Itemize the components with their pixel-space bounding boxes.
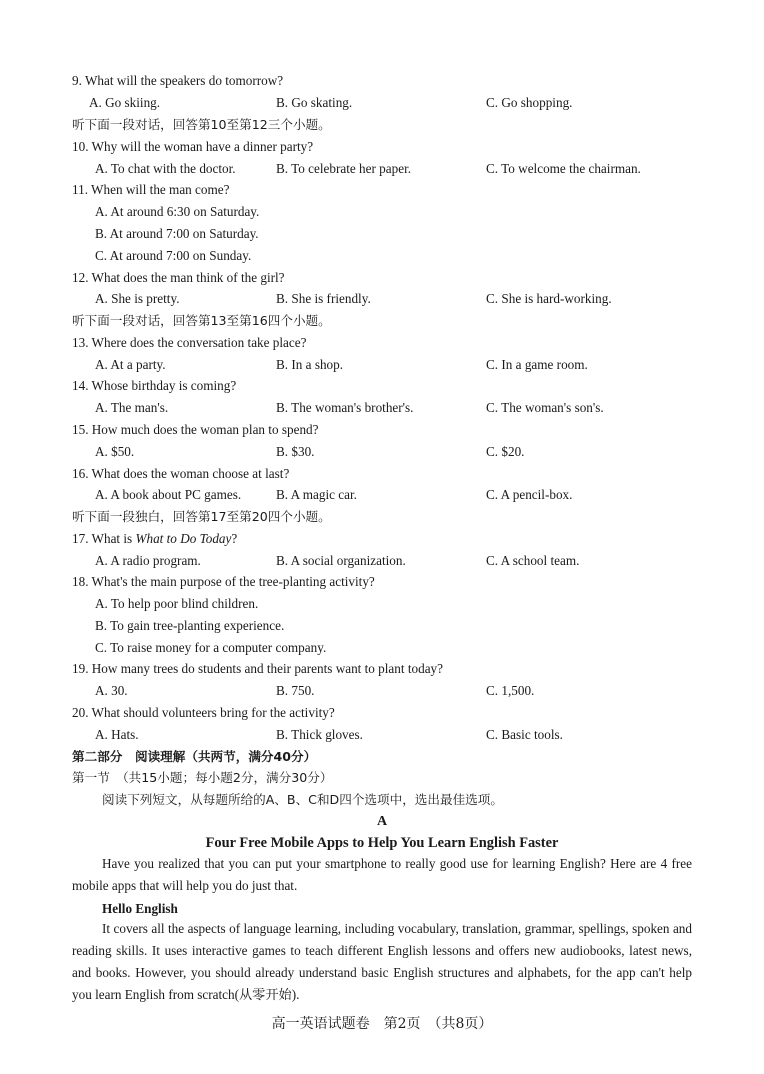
- passage-title: Four Free Mobile Apps to Help You Learn English Faster: [205, 835, 559, 851]
- question-9-stem: 9. What will the speakers do tomorrow?: [72, 73, 284, 88]
- question-14-option-c: C. The woman's son's.: [486, 400, 604, 415]
- question-18-option-a: A. To help poor blind children.: [95, 596, 259, 611]
- question-17-stem: [72, 530, 237, 548]
- question-16-option-b: B. A magic car.: [276, 487, 357, 502]
- question-15-option-a: A. $50.: [95, 444, 135, 459]
- question-12-option-b: B. She is friendly.: [276, 291, 371, 306]
- question-15-stem: 15. How much does the woman plan to spend?: [72, 422, 319, 437]
- question-9-option-a: A. Go skiing.: [89, 95, 161, 110]
- question-16-option-a: A. A book about PC games.: [95, 487, 242, 502]
- question-13-option-a: A. At a party.: [95, 357, 166, 372]
- question-19-option-a: A. 30.: [95, 683, 128, 698]
- question-19-stem: 19. How many trees do students and their parents want to plant today?: [72, 661, 443, 676]
- question-9-option-c: C. Go shopping.: [486, 95, 573, 110]
- question-11-stem: 11. When will the man come?: [72, 182, 230, 197]
- question-16-option-c: C. A pencil-box.: [486, 487, 573, 502]
- question-12-stem: 12. What does the man think of the girl?: [72, 270, 285, 285]
- question-10-option-a: A. To chat with the doctor.: [95, 161, 236, 176]
- instruction-17-20: 听下面一段独白，回答第17至第20四个小题。: [72, 509, 331, 524]
- passage-letter: A: [376, 814, 388, 829]
- question-15-option-b: B. $30.: [276, 444, 315, 459]
- passage-body: [72, 918, 692, 1006]
- question-13-option-c: C. In a game room.: [486, 357, 588, 372]
- section-1-title: 第一节 （共15小题；每小题2分，满分30分）: [72, 770, 333, 785]
- question-11-option-c: C. At around 7:00 on Sunday.: [95, 248, 252, 263]
- question-15-option-c: C. $20.: [486, 444, 525, 459]
- question-16-stem: 16. What does the woman choose at last?: [72, 466, 290, 481]
- question-17-option-b: B. A social organization.: [276, 553, 406, 568]
- question-10-option-c: C. To welcome the chairman.: [486, 161, 641, 176]
- passage-intro: [72, 853, 692, 897]
- question-20-stem: 20. What should volunteers bring for the activity?: [72, 705, 335, 720]
- question-18-option-b: B. To gain tree-planting experience.: [95, 618, 285, 633]
- question-10-stem: 10. Why will the woman have a dinner party?: [72, 139, 314, 154]
- question-17-option-a: A. A radio program.: [95, 553, 201, 568]
- page-footer: 高一英语试题卷 第2页 （共8页）: [271, 1016, 493, 1032]
- question-20-option-c: C. Basic tools.: [486, 727, 563, 742]
- program-title: What to Do Today: [135, 531, 232, 546]
- question-19-option-b: B. 750.: [276, 683, 315, 698]
- question-14-option-a: A. The man's.: [95, 400, 169, 415]
- question-17-stem-suffix: ?: [231, 531, 238, 546]
- question-12-option-c: C. She is hard-working.: [486, 291, 612, 306]
- reading-instruction: 阅读下列短文，从每题所给的A、B、C和D四个选项中，选出最佳选项。: [102, 792, 503, 807]
- question-18-stem: 18. What's the main purpose of the tree-planting activity?: [72, 574, 375, 589]
- question-12-option-a: A. She is pretty.: [95, 291, 180, 306]
- question-19-option-c: C. 1,500.: [486, 683, 535, 698]
- instruction-10-12: 听下面一段对话，回答第10至第12三个小题。: [72, 117, 331, 132]
- question-11-option-b: B. At around 7:00 on Saturday.: [95, 226, 259, 241]
- passage-intro-text: Have you realized that you can put your smartphone to really good use for learning English? Here are 4 free mobile apps that will help you do just that.: [72, 856, 692, 893]
- question-10-option-b: B. To celebrate her paper.: [276, 161, 412, 176]
- question-14-stem: 14. Whose birthday is coming?: [72, 378, 237, 393]
- subheading-hello-english: Hello English: [102, 901, 178, 916]
- question-17-option-c: C. A school team.: [486, 553, 580, 568]
- question-17-stem-prefix: 17. What is: [72, 531, 136, 546]
- question-13-option-b: B. In a shop.: [276, 357, 344, 372]
- question-11-option-a: A. At around 6:30 on Saturday.: [95, 204, 260, 219]
- question-18-option-c: C. To raise money for a computer company.: [95, 640, 327, 655]
- passage-body-text: It covers all the aspects of language learning, including vocabulary, translation, grammar, spellings, spoken and reading skills. It uses interactive games to teach different English lessons and offers new audiobooks, latest news, and books. However, you should already understand basic English structures and alphabets, for the app can't help you learn English from scratch(从零开始).: [72, 921, 692, 1002]
- question-14-option-b: B. The woman's brother's.: [276, 400, 414, 415]
- question-20-option-b: B. Thick gloves.: [276, 727, 363, 742]
- question-13-stem: 13. Where does the conversation take place?: [72, 335, 307, 350]
- question-9-option-b: B. Go skating.: [276, 95, 353, 110]
- part-2-title: 第二部分 阅读理解（共两节，满分40分）: [72, 749, 317, 764]
- question-20-option-a: A. Hats.: [95, 727, 139, 742]
- instruction-13-16: 听下面一段对话，回答第13至第16四个小题。: [72, 313, 331, 328]
